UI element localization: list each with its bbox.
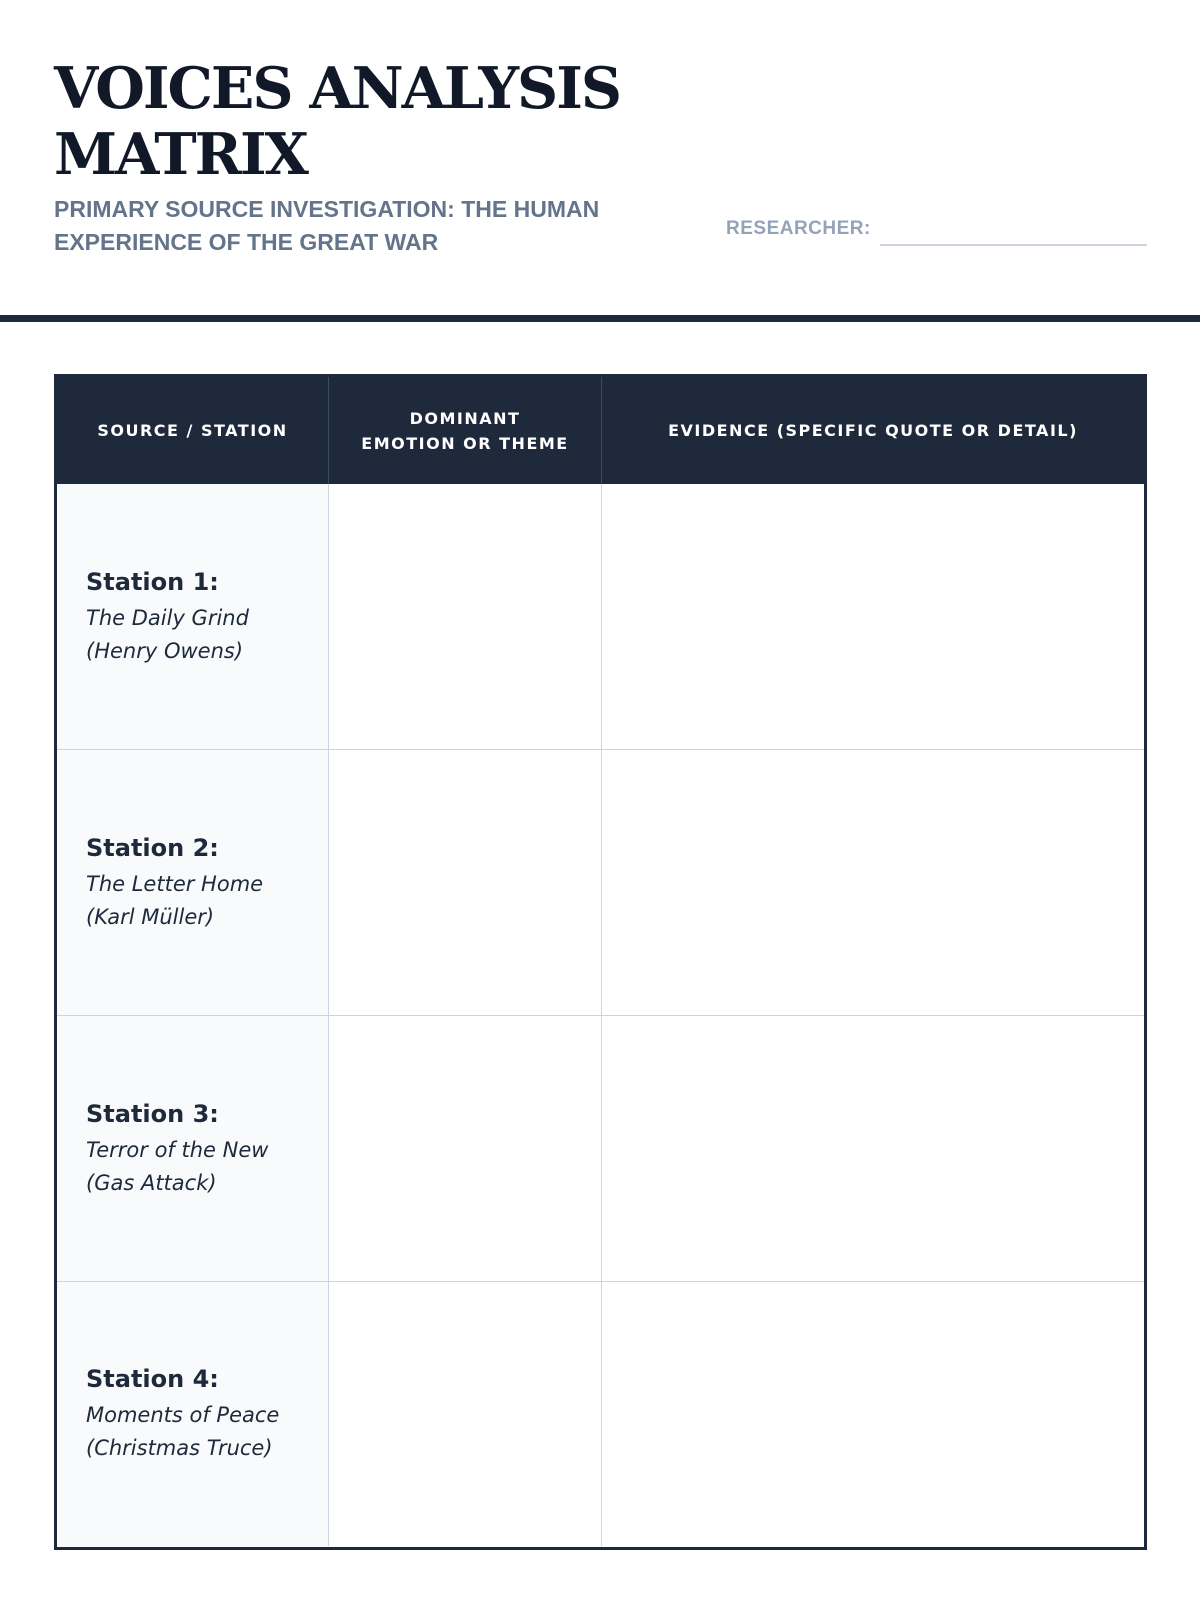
station-label: Station 2: [86,833,219,862]
station-label: Station 3: [86,1099,219,1128]
table-row [57,750,1144,1016]
station-title: Terror of the New [86,1137,269,1162]
station-description [86,1134,328,1200]
table-header-row [57,377,1144,484]
page-title: VOICES ANALYSIS MATRIX [54,55,621,188]
evidence-input-cell[interactable] [602,750,1144,1015]
station-source: (Gas Attack) [86,1170,217,1195]
station-source: (Henry Owens) [86,638,244,663]
emotion-input-cell[interactable] [329,1016,602,1281]
table-row [57,1282,1144,1546]
source-cell [57,1282,329,1546]
station-title: The Daily Grind [86,605,249,630]
table-body [57,484,1144,1546]
column-header-evidence: EVIDENCE (SPECIFIC QUOTE OR DETAIL) [668,421,1078,440]
column-header-emotion: DOMINANT EMOTION OR THEME [329,377,602,484]
researcher-name-field[interactable] [880,244,1147,246]
station-title: The Letter Home [86,871,264,896]
evidence-input-cell[interactable] [602,1016,1144,1281]
station-label: Station 4: [86,1365,219,1393]
evidence-input-cell[interactable] [602,484,1144,749]
column-header-source: SOURCE / STATION [57,377,329,484]
station-description [86,868,328,934]
researcher-label: RESEARCHER: [726,218,871,239]
source-cell [57,1016,329,1281]
emotion-input-cell[interactable] [329,484,602,749]
station-source: (Karl Müller) [86,904,215,929]
analysis-matrix-table [54,374,1147,1550]
station-label: Station 1: [86,567,219,596]
worksheet-header [0,0,1200,322]
emotion-input-cell[interactable] [329,1282,602,1546]
station-source: (Christmas Truce) [86,1436,273,1460]
page-subtitle: PRIMARY SOURCE INVESTIGATION: THE HUMAN EXPERIENCE OF THE GREAT WAR [54,196,600,255]
source-cell [57,484,329,749]
table-row [57,484,1144,750]
table-row [57,1016,1144,1282]
station-description [86,602,328,668]
evidence-input-cell[interactable] [602,1282,1144,1546]
source-cell [57,750,329,1015]
station-title: Moments of Peace [86,1403,280,1427]
station-description [86,1399,328,1465]
emotion-input-cell[interactable] [329,750,602,1015]
